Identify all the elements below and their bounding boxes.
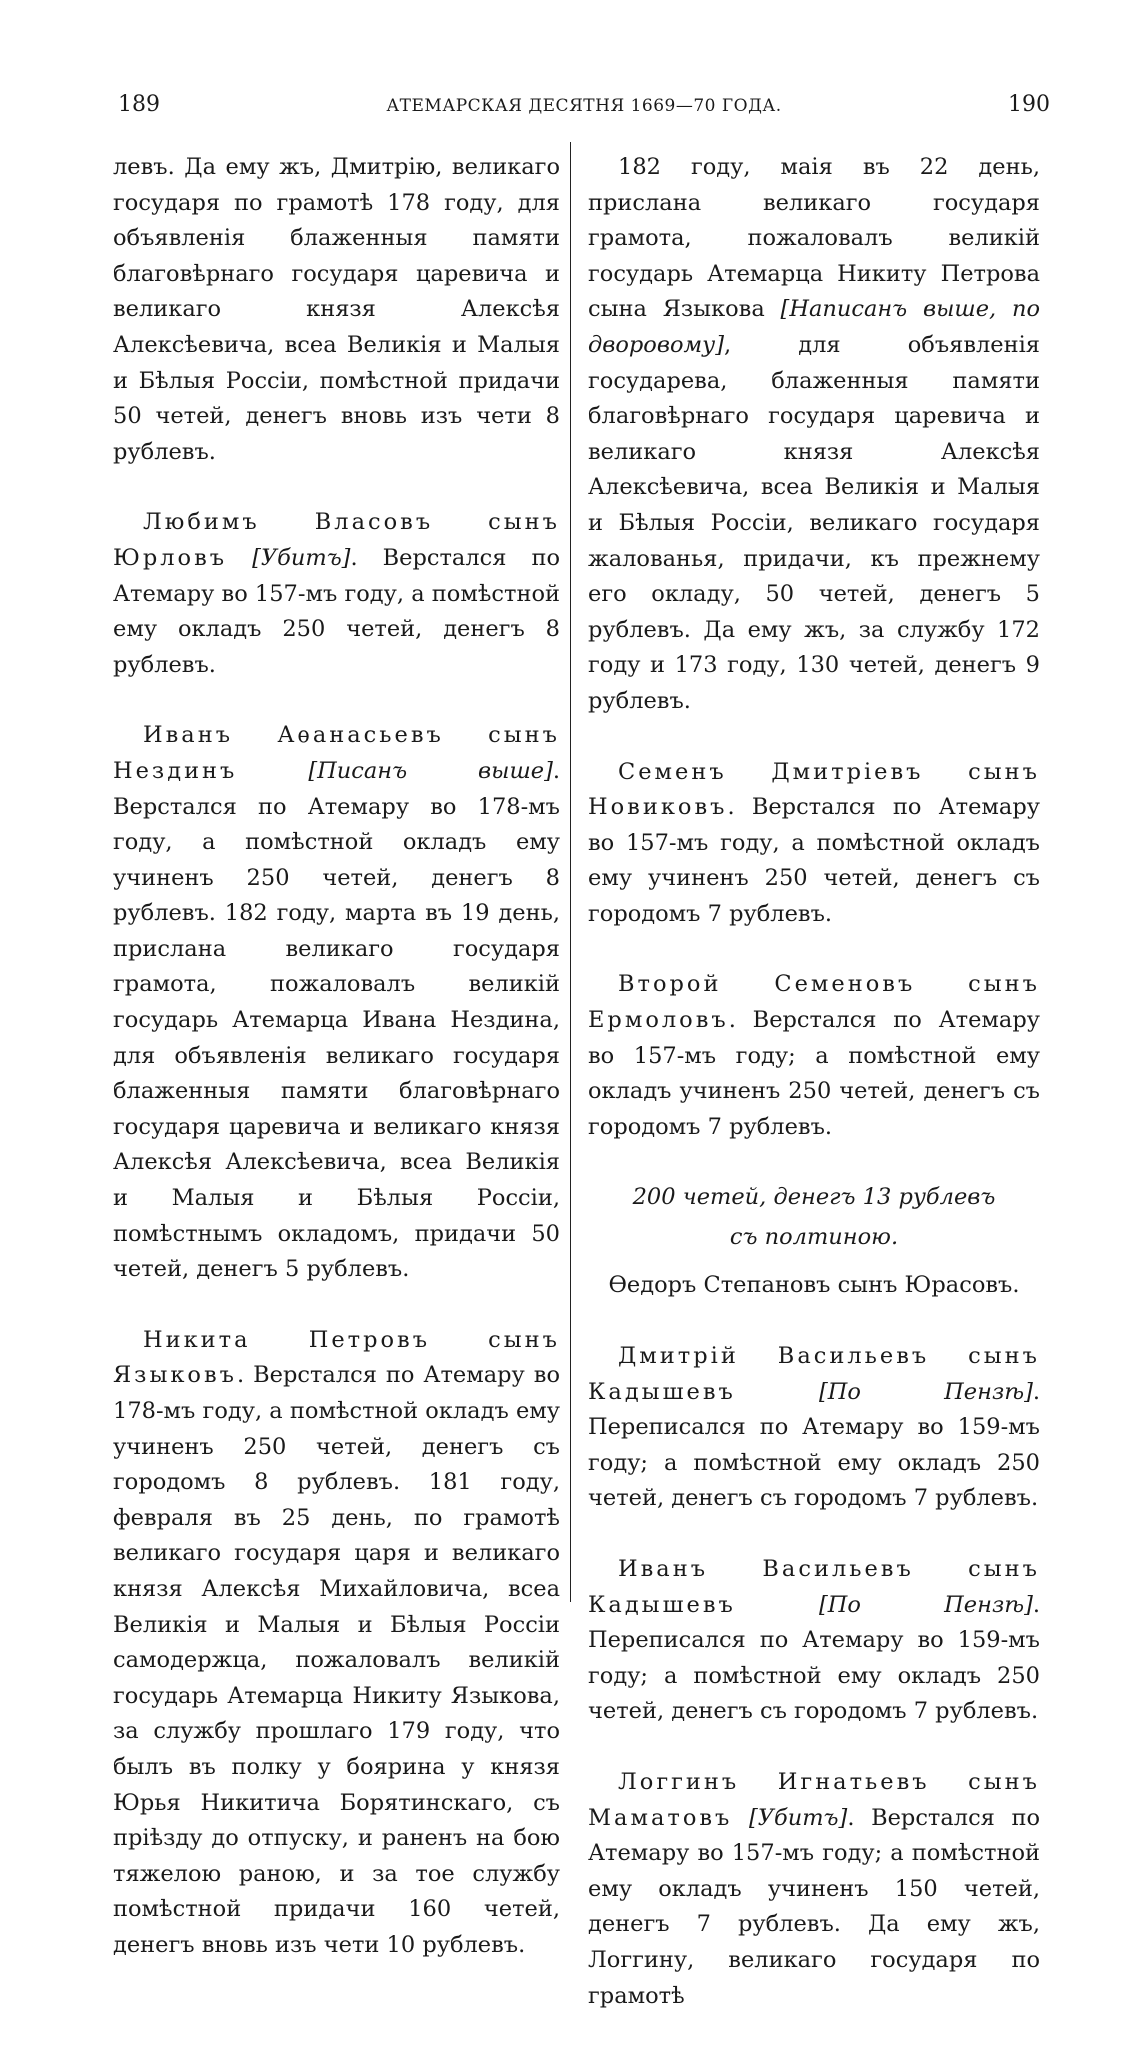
entry-name: Семенъ Дмитріевъ сынъ Новиковъ (588, 758, 1040, 821)
entry-paragraph (588, 1339, 1040, 1517)
entry-paragraph (588, 1552, 1040, 1730)
entry-name: Иванъ Аѳанасьевъ сынъ Нездинъ (113, 722, 560, 784)
entry-note: [Писанъ выше] (308, 757, 553, 784)
entry-note: [Написанъ выше, по дворовому] (588, 296, 1040, 358)
section-name: Ѳедоръ Степановъ сынъ Юрасовъ. (608, 1272, 1020, 1299)
entry-note: [По Пензѣ] (819, 1591, 1033, 1618)
entry-note: [По Пензѣ] (819, 1378, 1033, 1405)
entry-text: . Верстался по Атемару во 157-мъ году, а помѣстной ему окладъ 250 четей, денегъ 8 рублевъ. (113, 544, 560, 678)
paragraph (588, 150, 1040, 720)
entry-text: . Верстался по Атемару во 157-мъ году, а помѣстной окладъ ему учиненъ 250 четей, денегъ съ городомъ 7 рублевъ. (588, 794, 1040, 927)
entry-name: Логгинъ Игнатьевъ сынъ Маматовъ (588, 1768, 1040, 1831)
entry-note: [Убитъ] (252, 544, 351, 571)
entry-paragraph (113, 1323, 560, 1964)
page-number-left: 189 (118, 92, 160, 117)
entry-text: . Верстался по Атемару во 157-мъ году; а помѣстной ему окладъ учиненъ 150 четей, денегъ 7 рублевъ. Да ему жъ, Логгину, великаго государя по грамотѣ (588, 1804, 1040, 2009)
entry-text: . Верстался по Атемару во 178-мъ году, а помѣстной окладъ ему учиненъ 250 четей, денегъ 8 рублевъ. 182 году, марта въ 19 день, прислана великаго государя грамота, пожаловалъ великій государь Атемарца Ивана Нездина, для объявленія великаго государя блаженныя памяти благовѣрнаго государя царевича и великаго князя Алексѣя Алексѣевича, всеа Великія и Малыя и Бѣлыя Россіи, помѣстнымъ окладомъ, придачи 50 четей, денегъ 5 рублевъ. (113, 757, 561, 1283)
column-divider (570, 142, 571, 1602)
right-column (588, 150, 1040, 2049)
entry-text: . Верстался по Атемару во 157-мъ году; а помѣстной ему окладъ учиненъ 250 четей, денегъ съ городомъ 7 рублевъ. (588, 1007, 1040, 1140)
entry-text: . Переписался по Атемару во 159-мъ году; а помѣстной ему окладъ 250 четей, денегъ съ городомъ 7 рублевъ. (588, 1378, 1040, 1512)
entry-paragraph (588, 1765, 1040, 2014)
paragraph-text: 182 году, маія въ 22 день, прислана великаго государя грамота, пожаловалъ великій государь Атемарца Никиту Петрова сына Языкова (588, 154, 1040, 323)
entry-name: Никита Петровъ сынъ Языковъ (113, 1326, 560, 1389)
entry-name: Дмитрій Васильевъ сынъ Кадышевъ (588, 1343, 1040, 1405)
entry-name: Иванъ Васильевъ сынъ Кадышевъ (588, 1556, 1040, 1618)
paragraph: левъ. Да ему жъ, Дмитрію, великаго государя по грамотѣ 178 году, для объявленія блаженныя памяти благовѣрнаго государя царевича и великаго князя Алексѣя Алексѣевича, всеа Великія и Малыя и Бѣлыя Россіи, помѣстной придачи 50 четей, денегъ вновь изъ чети 8 рублевъ. (113, 154, 560, 465)
left-column (113, 150, 560, 1999)
entry-note: [Убитъ] (748, 1804, 848, 1831)
entry-text: . Верстался по Атемару во 178-мъ году, а помѣстной окладъ ему учиненъ 250 четей, денегъ съ городомъ 8 рублевъ. 181 году, февраля въ 25 день, по грамотѣ великаго государя царя и великаго князя Алексѣя Михайловича, всеа Великія и Малыя и Бѣлыя Россіи самодержца, пожаловалъ великій государь Атемарца Никиту Языкова, за службу прошлаго 179 году, что былъ въ полку у боярина у князя Юрья Никитича Борятинскаго, съ пріѣзду до отпуску, и раненъ на бою тяжелою раною, и за тое службу помѣстной придачи 160 четей, денегъ вновь изъ чети 10 рублевъ. (113, 1362, 560, 1958)
entry-paragraph (113, 505, 560, 683)
section-note: съ полтиною. (729, 1224, 899, 1251)
page-header (118, 92, 1050, 128)
entry-paragraph (588, 967, 1040, 1145)
section-note: 200 четей, денегъ 13 рублевъ (632, 1184, 996, 1211)
entry-name: Любимъ Власовъ сынъ Юрловъ (113, 509, 560, 571)
page-number-right: 190 (1008, 92, 1050, 117)
entry-name: Второй Семеновъ сынъ Ермоловъ (588, 971, 1040, 1034)
entry-text: . Переписался по Атемару во 159-мъ году; а помѣстной ему окладъ 250 четей, денегъ съ городомъ 7 рублевъ. (588, 1591, 1040, 1725)
running-title: АТЕМАРСКАЯ ДЕСЯТНЯ 1669—70 ГОДА. (386, 96, 782, 116)
entry-paragraph (113, 718, 560, 1288)
entry-paragraph (588, 755, 1040, 933)
paragraph-text: , для объявленія государева, блаженныя памяти благовѣрнаго государя царевича и великаго князя Алексѣя Алексѣевича, всеа Великія и Малыя и Бѣлыя Россіи, великаго государя жалованья, придачи, къ прежнему его окладу, 50 четей, денегъ 5 рублевъ. Да ему жъ, за службу 172 году и 173 году, 130 четей, денегъ 9 рублевъ. (588, 331, 1040, 714)
